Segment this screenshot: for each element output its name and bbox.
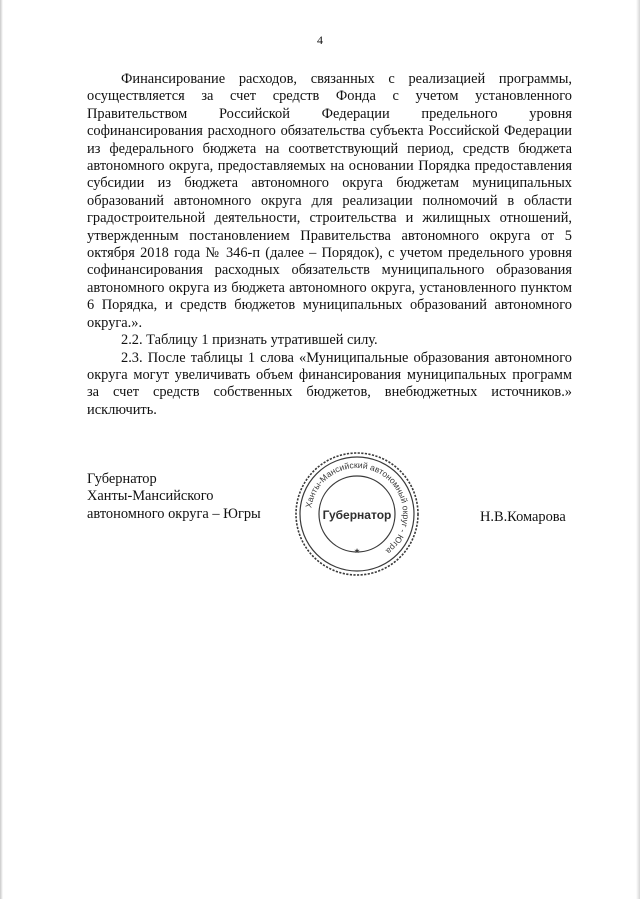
- scan-edge-left: [0, 0, 3, 899]
- signatory-title-line-3: автономного округа – Югры: [87, 505, 261, 522]
- paragraph-2-3: 2.3. После таблицы 1 слова «Муниципальные образования автономного округа могут увеличивать объем финансирования муниципальных программ за счет средств собственных бюджетов, внебюджетных источников.» исключить.: [87, 349, 572, 418]
- seal-ring-text: Ханты-Мансийский автономный округ - Югра: [303, 459, 412, 557]
- paragraph-2-2: 2.2. Таблицу 1 признать утратившей силу.: [121, 332, 378, 349]
- signature-block: [87, 471, 261, 523]
- signatory-name: Н.В.Комарова: [480, 509, 566, 525]
- official-seal: [292, 449, 422, 579]
- page-number: 4: [317, 33, 323, 47]
- scan-edge-right: [636, 0, 640, 899]
- seal-star: ★: [353, 547, 361, 555]
- document-body: [87, 71, 572, 419]
- paragraph-financing: Финансирование расходов, связанных с реализацией программы, осуществляется за счет средств Фонда с учетом установленного Правительством Российской Федерации предельного уровня софинансирования расходного обязательства субъекта Российской Федерации из федерального бюджета на соответствующий период, средств бюджета автономного округа, предоставляемых на основании Порядка предоставления субсидии из бюджета автономного округа бюджетам муниципальных образований автономного округа для реализации полномочий в области градостроительной деятельности, строительства и жилищных отношений, утвержденным постановлением Правительства автономного округа от 5 октября 2018 года № 346-п (далее – Порядок), с учетом предельного уровня софинансирования расходных обязательств муниципального образования автономного округа из бюджета автономного округа, установленного пунктом 6 Порядка, и средств бюджетов муниципальных образований автономного округа.».: [87, 71, 572, 331]
- seal-center-text: Губернатор: [322, 508, 392, 522]
- seal-graphic: [292, 449, 422, 579]
- signatory-title-line-2: Ханты-Мансийского: [87, 488, 214, 505]
- signatory-title-line-1: Губернатор: [87, 471, 157, 487]
